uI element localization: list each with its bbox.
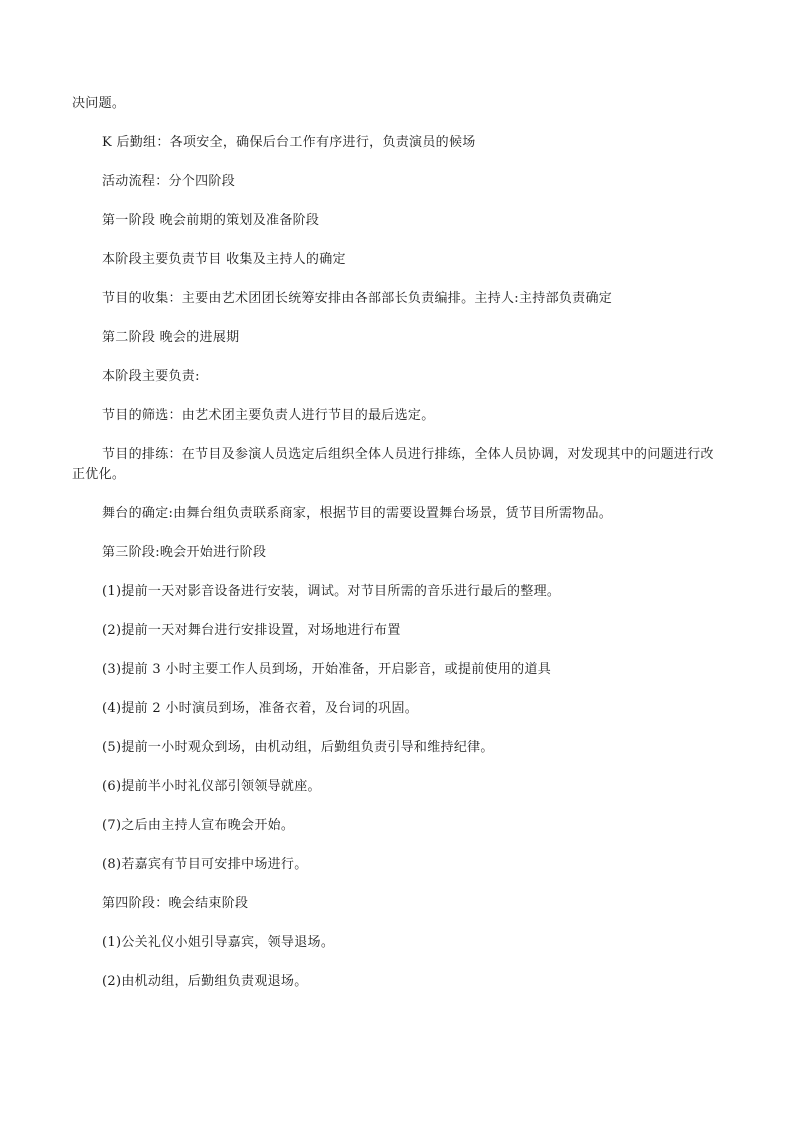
list-item-stage-three-7: (7)之后由主持人宣布晚会开始。	[102, 818, 295, 833]
list-item-stage-three-3: (3)提前 3 小时主要工作人员到场，开始准备，开启影音，或提前使用的道具	[102, 662, 552, 677]
paragraph-activity-flow: 活动流程：分个四阶段	[102, 174, 236, 189]
list-item-stage-three-6: (6)提前半小时礼仪部引领领导就座。	[102, 779, 321, 794]
list-item-stage-three-8: (8)若嘉宾有节目可安排中场进行。	[102, 857, 308, 872]
list-item-stage-three-1: (1)提前一天对影音设备进行安装，调试。对节目所需的音乐进行最后的整理。	[102, 584, 561, 599]
heading-stage-two: 第二阶段 晚会的进展期	[102, 330, 240, 345]
list-item-stage-three-2: (2)提前一天对舞台进行安排设置，对场地进行布置	[102, 623, 401, 638]
heading-stage-one: 第一阶段 晚会前期的策划及准备阶段	[102, 213, 320, 228]
paragraph-continuation: 决问题。	[72, 96, 126, 111]
paragraph-stage-two-duty: 本阶段主要负责:	[102, 369, 200, 384]
heading-stage-four: 第四阶段：晚会结束阶段	[102, 896, 249, 911]
paragraph-program-selection: 节目的筛选：由艺术团主要负责人进行节目的最后选定。	[102, 408, 435, 423]
paragraph-program-collection: 节目的收集：主要由艺术团团长统筹安排由各部部长负责编排。主持人:主持部负责确定	[102, 291, 613, 306]
paragraph-program-rehearsal: 节目的排练：在节目及参演人员选定后组织全体人员进行排练，全体人员协调，对发现其中的问题进行改正优化。	[72, 447, 714, 482]
list-item-stage-three-4: (4)提前 2 小时演员到场，准备衣着，及台词的巩固。	[102, 701, 419, 716]
list-item-stage-four-2: (2)由机动组，后勤组负责观退场。	[102, 974, 308, 989]
document-body	[72, 94, 724, 1011]
paragraph-stage-setup: 舞台的确定:由舞台组负责联系商家，根据节目的需要设置舞台场景，赁节目所需物品。	[102, 506, 613, 521]
paragraph-logistics-group: K 后勤组：各项安全，确保后台工作有序进行，负责演员的候场	[102, 135, 476, 150]
list-item-stage-four-1: (1)公关礼仪小姐引导嘉宾，领导退场。	[102, 935, 335, 950]
list-item-stage-three-5: (5)提前一小时观众到场，由机动组，后勤组负责引导和维持纪律。	[102, 740, 494, 755]
paragraph-stage-one-duty: 本阶段主要负责节目 收集及主持人的确定	[102, 252, 346, 267]
heading-stage-three: 第三阶段:晚会开始进行阶段	[102, 545, 267, 560]
